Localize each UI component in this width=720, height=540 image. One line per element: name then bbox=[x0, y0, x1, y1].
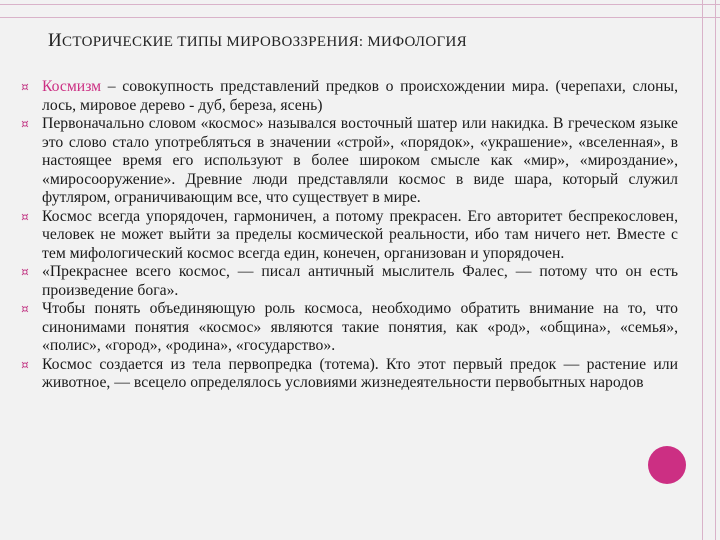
bullet-list bbox=[18, 78, 678, 393]
title-first-letter: И bbox=[48, 30, 63, 51]
circle-bullet-icon: ¤ bbox=[21, 302, 29, 316]
bullet-term: Космизм bbox=[42, 78, 102, 95]
circle-bullet-icon: ¤ bbox=[21, 357, 29, 372]
circle-bullet-icon: ¤ bbox=[21, 209, 29, 224]
bullet-item-3 bbox=[18, 208, 678, 264]
bullet-item-1 bbox=[18, 78, 678, 115]
circle-bullet-icon: ¤ bbox=[21, 117, 29, 131]
bullet-text: Первоначально словом «космос» назывался восточный шатер или накидка. В греческом языке это слово стало употребляться в значении «строй», «порядок», «украшение», «вселенная», в настоящее время его используют в более широком смысле как «мир», «мироздание», «миросооружение». Древние люди представляли космос в виде шара, который служил футляром, ограничивающим все, что существует в мире. bbox=[42, 115, 678, 206]
bullet-item-2 bbox=[18, 115, 678, 208]
bullet-text: Чтобы понять объединяющую роль космоса, необходимо обратить внимание на то, что синонимами понятия «космос» являются такие понятия, как «род», «община», «семья», «полис», «город», «родина», «государство». bbox=[42, 300, 678, 354]
bullet-item-5 bbox=[18, 300, 678, 356]
right-decorative-border bbox=[702, 0, 716, 540]
title-rest: СТОРИЧЕСКИЕ ТИПЫ МИРОВОЗЗРЕНИЯ: МИФОЛОГИЯ bbox=[62, 34, 467, 50]
bullet-item-4 bbox=[18, 263, 678, 300]
bullet-item-6 bbox=[18, 356, 678, 393]
top-decorative-border bbox=[0, 4, 720, 18]
slide-title bbox=[48, 30, 688, 52]
accent-circle bbox=[648, 446, 686, 484]
circle-bullet-icon: ¤ bbox=[21, 265, 29, 279]
bullet-text: Космос создается из тела первопредка (тотема). Кто этот первый предок — растение или животное, — всецело определялось условиями жизнедеятельности первобытных народов bbox=[42, 355, 678, 391]
circle-bullet-icon: ¤ bbox=[21, 80, 29, 94]
bullet-text: Космос всегда упорядочен, гармоничен, а потому прекрасен. Его авторитет беспрекословен, человек не может выйти за пределы космической реальности, ибо там ничего нет. Вместе с тем мифологический космос всегда един, конечен, организован и упорядочен. bbox=[42, 207, 678, 262]
bullet-text: «Прекраснее всего космос, — писал античный мыслитель Фалес, — потому что он есть произведение бога». bbox=[42, 263, 678, 299]
bullet-text: – совокупность представлений предков о происхождении мира. (черепахи, слоны, лось, мировое дерево - дуб, береза, ясень) bbox=[42, 78, 678, 114]
